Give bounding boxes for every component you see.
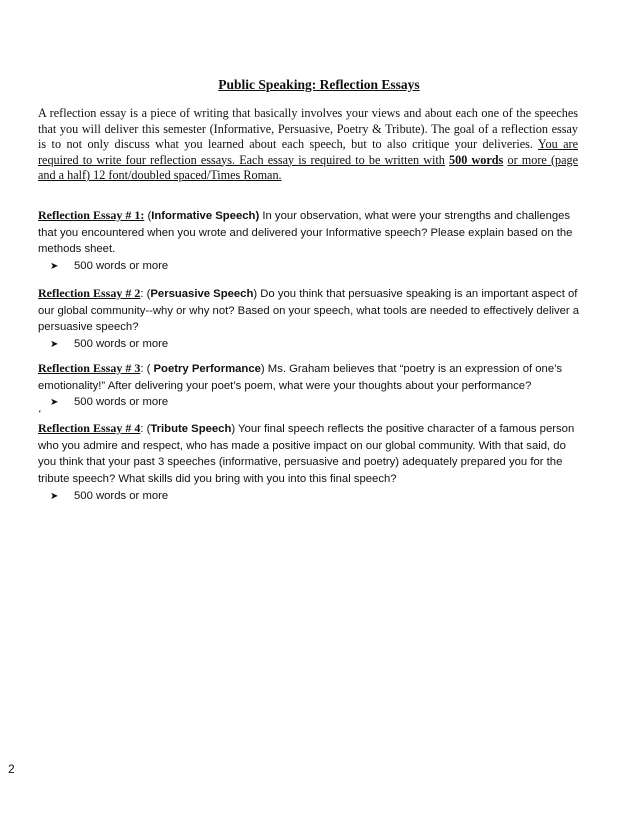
essay-4: Reflection Essay # 4: (Tribute Speech) Your final speech reflects the positive character of a famous person who you admire and respect, who has made a positive impact on our global community. With that said, do you think that your past 3 speeches (informative, persuasive and poetry) adequately prepared you for the tribute speech? What skills did you bring with you into this final speech? ➤ 500 words or more: [38, 420, 580, 506]
requirement-text: You are required to write four reflection essays. Each essay is required to be written with: [38, 137, 578, 167]
bullet-item: ➤ 500 words or more: [50, 394, 580, 412]
essay-prompt: ) Your final speech reflects the positive character of a famous person who you admire and respect, who has made a positive impact on our global community. With that said, do you think that your past 3 speeches (informative, persuasive and poetry) adequately prepared you for the tribute speech? What skills did you bring with you into this final speech?: [38, 423, 575, 486]
arrow-bullet-icon: ➤: [50, 397, 59, 409]
essay-label: Reflection Essay # 1:: [38, 208, 145, 222]
bullet-item: ➤ 500 words or more: [50, 488, 580, 506]
essay-prompt: ) Ms. Graham believes that “poetry is an expression of one’s emotionality!” After delivering your poet’s poem, what were your thoughts about your performance?: [38, 363, 563, 392]
essay-prompt: ) Do you think that persuasive speaking is an important aspect of our global community--why or why not? Based on your speech, what tools are needed to effectively deliver a persuasive speech?: [38, 288, 580, 334]
essay-type: Poetry Performance: [153, 363, 261, 375]
arrow-bullet-icon: ➤: [50, 490, 59, 502]
bullet-item: ➤ 500 words or more: [50, 336, 580, 354]
page-number: 2: [8, 762, 15, 776]
essay-type: Informative Speech): [151, 210, 260, 222]
essay-label: Reflection Essay # 3: [38, 361, 141, 375]
arrow-bullet-icon: ➤: [50, 339, 59, 351]
essay-label: Reflection Essay # 4: [38, 421, 141, 435]
essay-3: Reflection Essay # 3: ( Poetry Performance) Ms. Graham believes that “poetry is an expression of one’s emotionality!” After delivering your poet’s poem, what were your thoughts about your performance? ➤ 500 words or more: [38, 360, 580, 412]
requirement-details: or more (page and a half) 12 font/doubled spaced/Times Roman.: [38, 152, 579, 182]
essay-type: Persuasive Speech: [150, 288, 254, 300]
page-title: Public Speaking: Reflection Essays: [218, 77, 420, 92]
intro-paragraph: [38, 106, 578, 184]
requirement-words: 500 words: [449, 152, 504, 167]
essay-1: Reflection Essay # 1: (Informative Speech) In your observation, what were your strengths and challenges that you encountered when you wrote and delivered your Informative speech? Please explain based on the methods sheet. ➤ 500 words or more: [38, 207, 580, 276]
stray-mark: ‘: [38, 408, 42, 420]
arrow-bullet-icon: ➤: [50, 261, 59, 273]
essay-2: Reflection Essay # 2: (Persuasive Speech) Do you think that persuasive speaking is an important aspect of our global community--why or why not? Based on your speech, what tools are needed to effectively deliver a persuasive speech? ➤ 500 words or more: [38, 285, 580, 354]
intro-text: A reflection essay is a piece of writing that basically involves your views and about each one of the speeches that you will deliver this semester (Informative, Persuasive, Poetry & Tribute). The goal of a reflection essay is to not only discuss what you learned about each speech, but to also critique your deliveries.: [38, 106, 578, 151]
essay-prompt: In your observation, what were your strengths and challenges that you encountered when you wrote and delivered your Informative speech? Please explain based on the methods sheet.: [38, 210, 573, 256]
essay-type: Tribute Speech: [150, 423, 232, 435]
essay-label: Reflection Essay # 2: [38, 286, 141, 300]
bullet-item: ➤ 500 words or more: [50, 258, 580, 276]
